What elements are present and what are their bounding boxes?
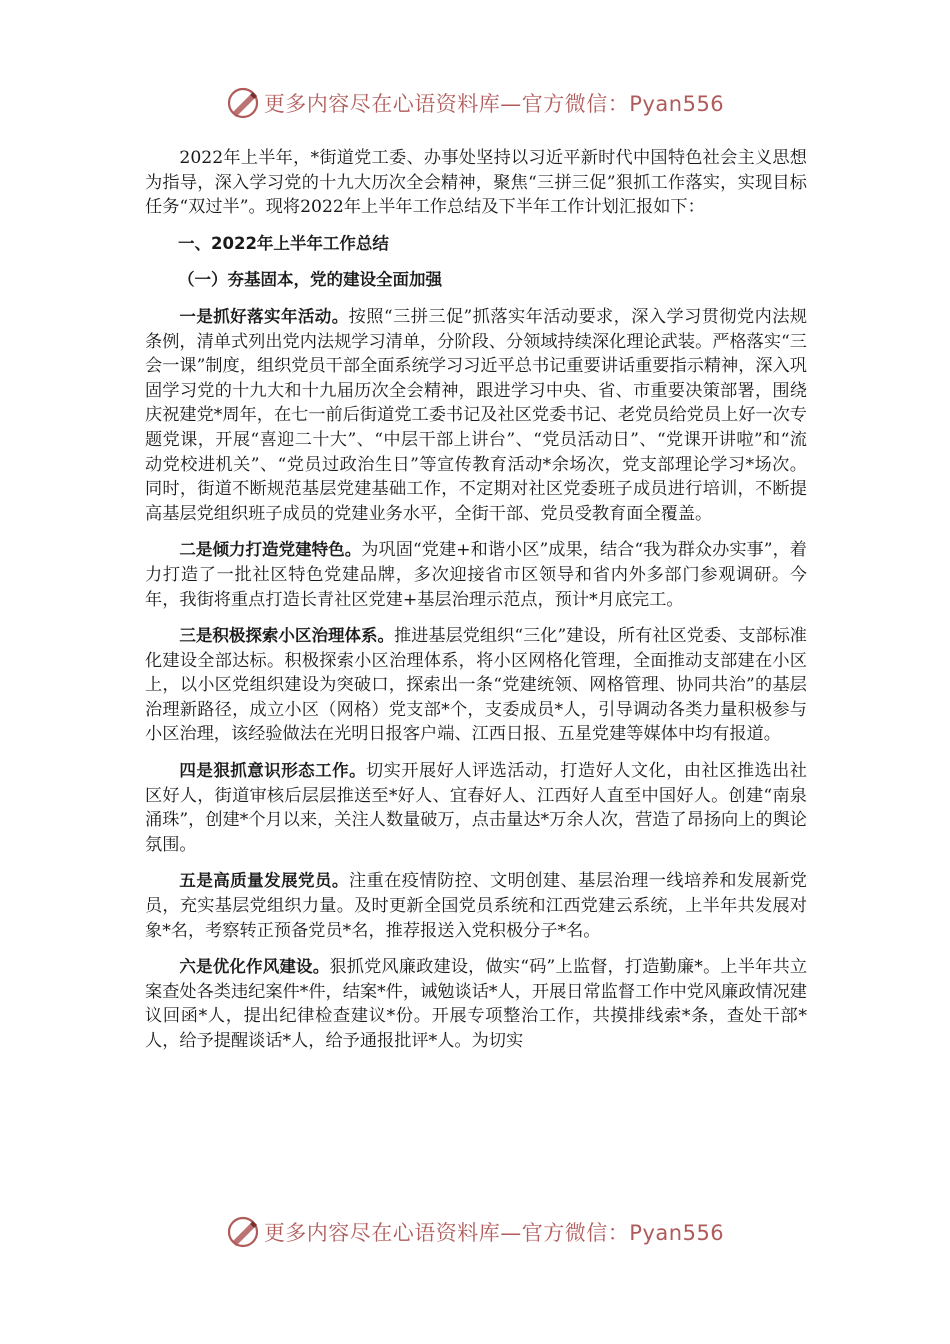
intro-paragraph: 2022年上半年，*街道党工委、办事处坚持以习近平新时代中国特色社会主义思想为指导，深入学习党的十九大历次全会精神，聚焦“三拼三促”狠抓工作落实，实现目标任务“双过半”。现将2022年上半年工作总结及下半年工作计划汇报如下： [145, 148, 807, 218]
item-body: 为巩固“党建+和谐小区”成果，结合“我为群众办实事”，着力打造了一批社区特色党建品牌，多次迎接省市区领导和省内外多部门参观调研。今年，我街将重点打造长青社区党建+基层治理示范点，预计*月底完工。 [145, 540, 807, 610]
watermark-text: 更多内容尽在心语资料库—官方微信：Pyan556 [263, 92, 725, 116]
subsection-heading: （一）夯基固本，党的建设全面加强 [178, 270, 442, 290]
watermark-header [0, 86, 950, 120]
item-body: 注重在疫情防控、文明创建、基层治理一线培养和发展新党员，充实基层党组织力量。及时更新全国党员系统和江西党建云系统，上半年共发展对象*名，考察转正预备党员*名，推荐报送入党积极分子*名。 [145, 871, 807, 941]
item-paragraph-2 [145, 538, 807, 612]
item-paragraph-5 [145, 869, 807, 943]
item-body: 切实开展好人评选活动，打造好人文化，由社区推选出社区好人，街道审核后层层推送至*好人、宜春好人、江西好人直至中国好人。创建“南泉涌珠”，创建*个月以来，关注人数量破万，点击量达*万余人次，营造了昂扬向上的舆论氛围。 [145, 761, 807, 855]
pen-circle-logo-icon [226, 1215, 260, 1249]
item-lead: 一是抓好落实年活动。 [179, 306, 349, 326]
watermark-footer [0, 1215, 950, 1249]
document-body [145, 146, 807, 1054]
item-lead: 三是积极探索小区治理体系。 [179, 626, 394, 646]
item-paragraph-6 [145, 955, 807, 1053]
item-paragraph-3 [145, 624, 807, 747]
item-lead: 五是高质量发展党员。 [179, 871, 349, 891]
item-lead: 四是狠抓意识形态工作。 [179, 761, 367, 781]
pen-circle-logo-icon [226, 86, 260, 120]
watermark-text: 更多内容尽在心语资料库—官方微信：Pyan556 [263, 1221, 725, 1245]
item-paragraph-4 [145, 759, 807, 857]
item-lead: 六是优化作风建设。 [179, 957, 330, 977]
section-heading: 一、2022年上半年工作总结 [178, 233, 389, 253]
item-body: 按照“三拼三促”抓落实年活动要求，深入学习贯彻党内法规条例，清单式列出党内法规学习清单，分阶段、分领域持续深化理论武装。严格落实“三会一课”制度，组织党员干部全面系统学习习近平总书记重要讲话重要指示精神，深入巩固学习党的十九大和十九届历次全会精神，跟进学习中央、省、市重要决策部署，围绕庆祝建党*周年，在七一前后街道党工委书记及社区党委书记、老党员给党员上好一次专题党课，开展“喜迎二十大”、“中层干部上讲台”、“党员活动日”、“党课开讲啦”和“流动党校进机关”、“党员过政治生日”等宣传教育活动*余场次，党支部理论学习*场次。同时，街道不断规范基层党建基础工作，不定期对社区党委班子成员进行培训，不断提高基层党组织班子成员的党建业务水平，全街干部、党员受教育面全覆盖。 [145, 306, 808, 524]
item-lead: 二是倾力打造党建特色。 [179, 540, 362, 560]
item-body: 狠抓党风廉政建设，做实“码”上监督，打造勤廉*。上半年共立案查处各类违纪案件*件，结案*件，诫勉谈话*人，开展日常监督工作中党风廉政情况建议回函*人，提出纪律检查建议*份。开展专项整治工作，共摸排线索*条，查处干部*人，给予提醒谈话*人，给予通报批评*人。为切实 [145, 957, 808, 1051]
item-paragraph-1 [145, 305, 807, 526]
item-body: 推进基层党组织“三化”建设，所有社区党委、支部标准化建设全部达标。积极探索小区治理体系，将小区网格化管理，全面推动支部建在小区上，以小区党组织建设为突破口，探索出一条“党建统领、网格管理、协同共治”的基层治理新路径，成立小区（网格）党支部*个，支委成员*人，引导调动各类力量积极参与小区治理，该经验做法在光明日报客户端、江西日报、五星党建等媒体中均有报道。 [145, 626, 807, 745]
